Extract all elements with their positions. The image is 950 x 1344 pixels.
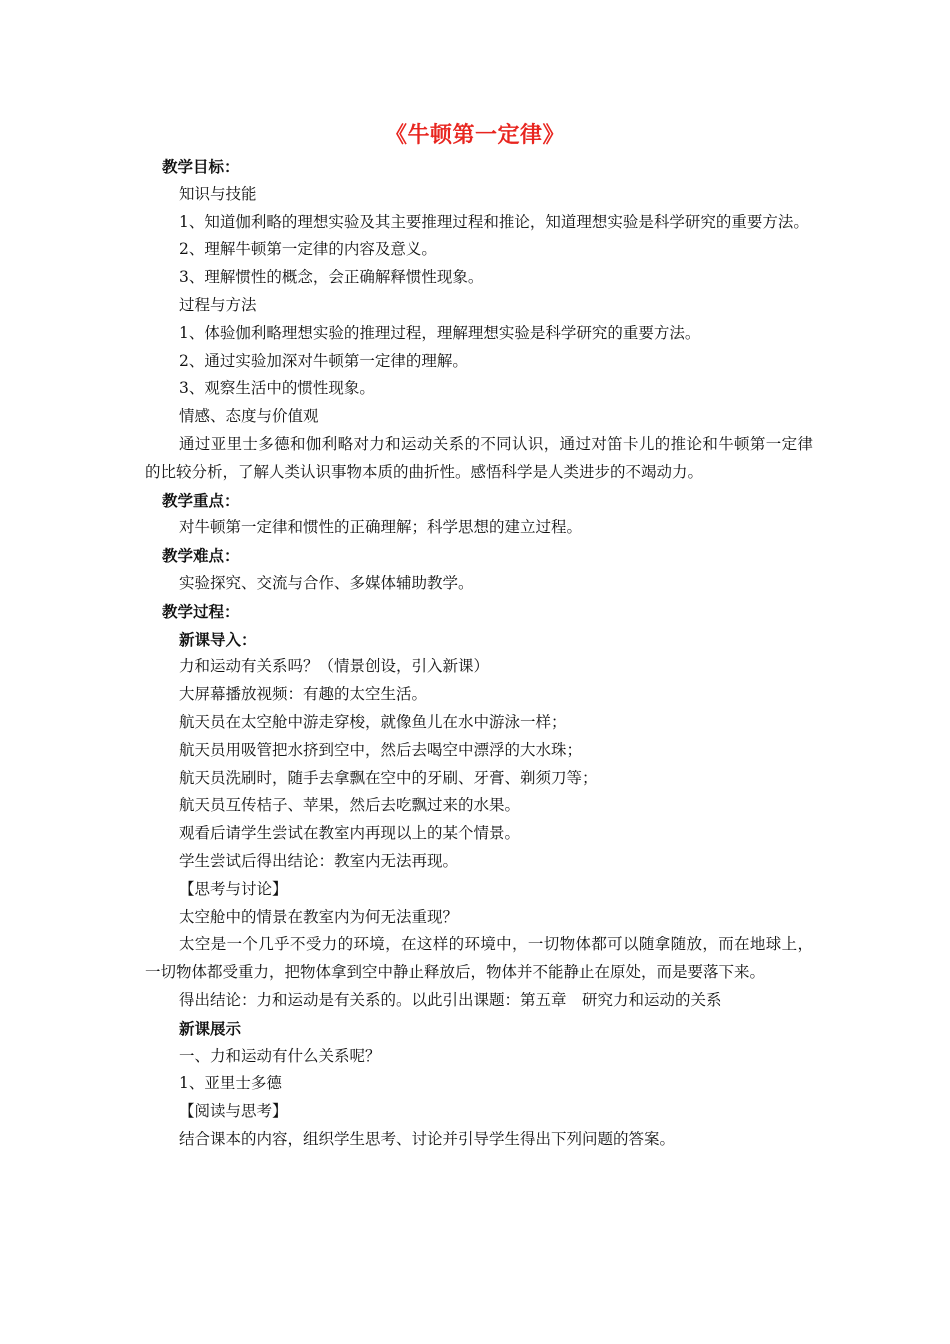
emotion-heading: 情感、态度与价值观	[179, 407, 319, 426]
process-heading: 过程与方法	[179, 295, 257, 314]
space-explanation: 太空是一个几乎不受力的环境，在这样的环境中，一切物体都可以随拿随放，而在地球上，一切物体都受重力，把物体拿到空中静止释放后，物体并不能静止在原处，而是要落下来。	[145, 935, 813, 982]
think-discuss-label: 【思考与讨论】	[179, 879, 288, 898]
new-lesson-heading: 新课展示	[179, 1018, 242, 1038]
process-item: 1、体验伽利略理想实验的推理过程，理解理想实验是科学研究的重要方法。	[179, 323, 701, 342]
knowledge-item: 1、知道伽利略的理想实验及其主要推理过程和推论，知道理想实验是科学研究的重要方法。	[179, 212, 809, 231]
conclusion-line: 得出结论：力和运动是有关系的。以此引出课题：第五章 研究力和运动的关系	[179, 990, 722, 1009]
new-lesson-line: 1、亚里士多德	[179, 1074, 282, 1093]
intro-line: 观看后请学生尝试在教室内再现以上的某个情景。	[179, 824, 521, 843]
knowledge-item: 3、理解惯性的概念，会正确解释惯性现象。	[179, 268, 484, 287]
objectives-heading: 教学目标：	[162, 157, 240, 176]
document-body	[145, 153, 813, 1154]
difficulty-heading: 教学难点：	[162, 546, 240, 566]
process-item: 2、通过实验加深对牛顿第一定律的理解。	[179, 351, 468, 370]
read-think-label: 【阅读与思考】	[179, 1102, 288, 1121]
difficulty-text: 实验探究、交流与合作、多媒体辅助教学。	[179, 573, 474, 592]
intro-line: 航天员互传桔子、苹果，然后去吃飘过来的水果。	[179, 796, 521, 815]
new-lesson-line: 一、力和运动有什么关系呢？	[179, 1046, 381, 1065]
intro-line: 大屏幕播放视频：有趣的太空生活。	[179, 685, 428, 704]
key-points-heading: 教学重点：	[162, 490, 240, 510]
teaching-process-heading: 教学过程：	[162, 601, 240, 621]
knowledge-item: 2、理解牛顿第一定律的内容及意义。	[179, 240, 437, 259]
emotion-text: 通过亚里士多德和伽利略对力和运动关系的不同认识，通过对笛卡儿的推论和牛顿第一定律的比较分析，了解人类认识事物本质的曲折性。感悟科学是人类进步的不竭动力。	[145, 434, 813, 481]
process-item: 3、观察生活中的惯性现象。	[179, 379, 375, 398]
intro-line: 学生尝试后得出结论：教室内无法再现。	[179, 851, 459, 870]
knowledge-heading: 知识与技能	[179, 184, 257, 203]
intro-line: 航天员在太空舱中游走穿梭，就像鱼儿在水中游泳一样；	[179, 712, 567, 731]
key-points-text: 对牛顿第一定律和惯性的正确理解；科学思想的建立过程。	[179, 518, 583, 537]
intro-heading: 新课导入：	[179, 629, 257, 649]
document-title: 《牛顿第一定律》	[384, 122, 565, 148]
intro-line: 航天员用吸管把水挤到空中，然后去喝空中漂浮的大水珠；	[179, 740, 583, 759]
intro-line: 航天员洗刷时，随手去拿飘在空中的牙刷、牙膏、剃须刀等；	[179, 768, 598, 787]
intro-line: 太空舱中的情景在教室内为何无法重现？	[179, 907, 459, 926]
new-lesson-line: 结合课本的内容，组织学生思考、讨论并引导学生得出下列问题的答案。	[179, 1129, 676, 1148]
intro-line: 力和运动有关系吗？（情景创设，引入新课）	[179, 657, 490, 676]
